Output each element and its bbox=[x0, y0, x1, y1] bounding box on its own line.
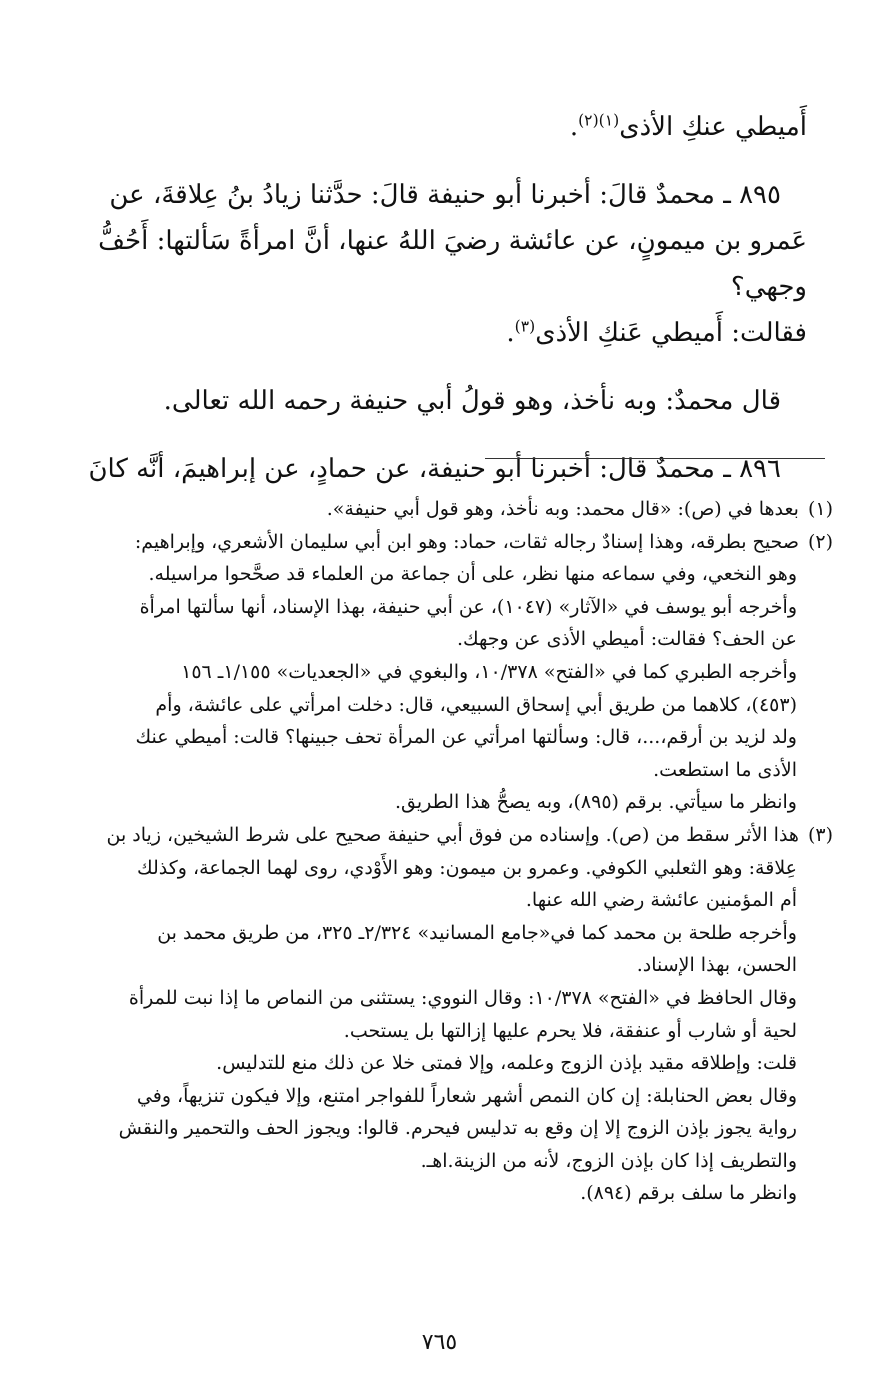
footnote-line: عِلاقة: وهو الثعلبي الكوفي. وعمرو بن ميمون: وهو الأَوْدي، روى لهما الجماعة، وكذلك bbox=[136, 856, 797, 879]
continuation-text: أَميطي عنكِ الأذى bbox=[619, 112, 807, 142]
footnotes bbox=[70, 493, 833, 1210]
footnote-line: قلت: وإطلاقه مقيد بإذن الزوج وعلمه، وإلا فمتى خلا عن ذلك منع للتدليس. bbox=[216, 1052, 797, 1075]
footnote-number: (٣) bbox=[807, 823, 833, 846]
footnote-number: (٢) bbox=[807, 530, 833, 553]
footnote-line: الحسن، بهذا الإسناد. bbox=[636, 954, 797, 977]
footnote-divider bbox=[485, 458, 825, 459]
hadith-line: فقالت: أَميطي عَنكِ الأذى bbox=[535, 318, 807, 348]
footnote-line: وأخرجه أبو يوسف في «الآثار» (١٠٤٧)، عن أبي حنيفة، بهذا الإسناد، أنها سألتها امرأة bbox=[139, 595, 797, 618]
footnote-line: وانظر ما سلف برقم (٨٩٤). bbox=[580, 1182, 797, 1205]
footnote-2 bbox=[70, 526, 833, 819]
footnote-text: هذا الأثر سقط من (ص). وإسناده من فوق أبي حنيفة صحيح على شرط الشيخين، زياد بن bbox=[106, 823, 799, 846]
footnote-line: وقال الحافظ في «الفتح» ١٠/٣٧٨: وقال النووي: يستثنى من النماص ما إذا نبت للمرأة bbox=[128, 986, 797, 1009]
footnote-line: أم المؤمنين عائشة رضي الله عنها. bbox=[525, 889, 797, 912]
footnote-line: عن الحف؟ فقالت: أميطي الأذى عن وجهك. bbox=[456, 628, 797, 651]
footnote-1 bbox=[70, 493, 833, 526]
footnote-number: (١) bbox=[807, 498, 833, 520]
hadith-896: ٨٩٦ ـ محمدٌ قال: أخبرنا أبو حنيفة، عن حمادٍ، عن إبراهيمَ، أنَّه كانَ bbox=[88, 454, 781, 484]
footnote-line: (٤٥٣)، كلاهما من طريق أبي إسحاق السبيعي، قال: دخلت امرأتي على عائشة، وأم bbox=[155, 693, 797, 716]
hadith-line: عَمرو بن ميمونٍ، عن عائشة رضيَ اللهُ عنها، أنَّ امرأةً سَألتها: أَحُفُّ وجهي؟ bbox=[98, 226, 807, 302]
hadith-line: ٨٩٥ ـ محمدٌ قالَ: أخبرنا أبو حنيفة قالَ: حدَّثنا زيادُ بنُ عِلاقةَ، عن bbox=[109, 180, 781, 210]
footnote-3 bbox=[70, 819, 833, 1210]
page-number: ٧٦٥ bbox=[421, 1330, 458, 1355]
footnote-line: وأخرجه الطبري كما في «الفتح» ١٠/٣٧٨، والبغوي في «الجعديات» ١/١٥٥ـ ١٥٦ bbox=[181, 660, 797, 683]
main-text bbox=[70, 104, 807, 492]
footnote-line: وقال بعض الحنابلة: إن كان النمص أشهر شعاراً للفواجر امتنع، وإلا فيكون تنزيهاً، وفي bbox=[136, 1084, 797, 1107]
footnote-line: رواية يجوز بإذن الزوج إلا إن وقع به تدليس فيحرم. قالوا: ويجوز الحف والتحمير والنقش bbox=[118, 1117, 797, 1140]
footnote-refs[interactable]: (١)(٢) bbox=[578, 111, 620, 130]
hadith-895: ٨٩٥ ـ محمدٌ قالَ: أخبرنا أبو حنيفة قالَ: حدَّثنا زيادُ بنُ عِلاقةَ، عن عَمرو بن ميمونٍ، عن عائشة رضيَ اللهُ عنها، أنَّ امرأةً سَألتها: أَحُفُّ وجهي؟ فقالت: أَميطي عَنكِ الأذى$^{(٣)}$. bbox=[70, 172, 807, 356]
footnote-text: بعدها في (ص): «قال محمد: وبه نأخذ، وهو قول أبي حنيفة». bbox=[326, 498, 799, 520]
footnote-line: وانظر ما سيأتي. برقم (٨٩٥)، وبه يصحُّ هذا الطريق. bbox=[394, 791, 797, 814]
footnote-line: الأذى ما استطعت. bbox=[653, 758, 797, 781]
footnote-ref[interactable]: (٣) bbox=[514, 317, 536, 336]
footnote-line: لحية أو شارب أو عنفقة، فلا يحرم عليها إزالتها بل يستحب. bbox=[343, 1019, 797, 1042]
footnote-line: والتطريف إذا كان بإذن الزوج، لأنه من الزينة.اهـ. bbox=[420, 1149, 797, 1172]
footnote-text: صحيح بطرقه، وهذا إسنادٌ رجاله ثقات، حماد: وهو ابن أبي سليمان الأشعري، وإبراهيم: bbox=[134, 530, 799, 553]
continuation-line: أَميطي عنكِ الأذى$^{(١)(٢)}$. bbox=[569, 111, 807, 142]
footnote-line: وأخرجه طلحة بن محمد كما في«جامع المسانيد» ٢/٣٢٤ـ ٣٢٥، من طريق محمد بن bbox=[157, 921, 797, 944]
footnote-line: ولد لزيد بن أرقم،...، قال: وسألتها امرأتي عن المرأة تحف جبينها؟ قالت: أميطي عنك bbox=[135, 726, 797, 749]
footnote-line: وهو النخعي، وفي سماعه منها نظر، على أن جماعة من العلماء قد صحَّحوا مراسيله. bbox=[148, 563, 797, 586]
muhammad-statement: قال محمدٌ: وبه نأخذ، وهو قولُ أبي حنيفة رحمه الله تعالى. bbox=[163, 386, 781, 416]
